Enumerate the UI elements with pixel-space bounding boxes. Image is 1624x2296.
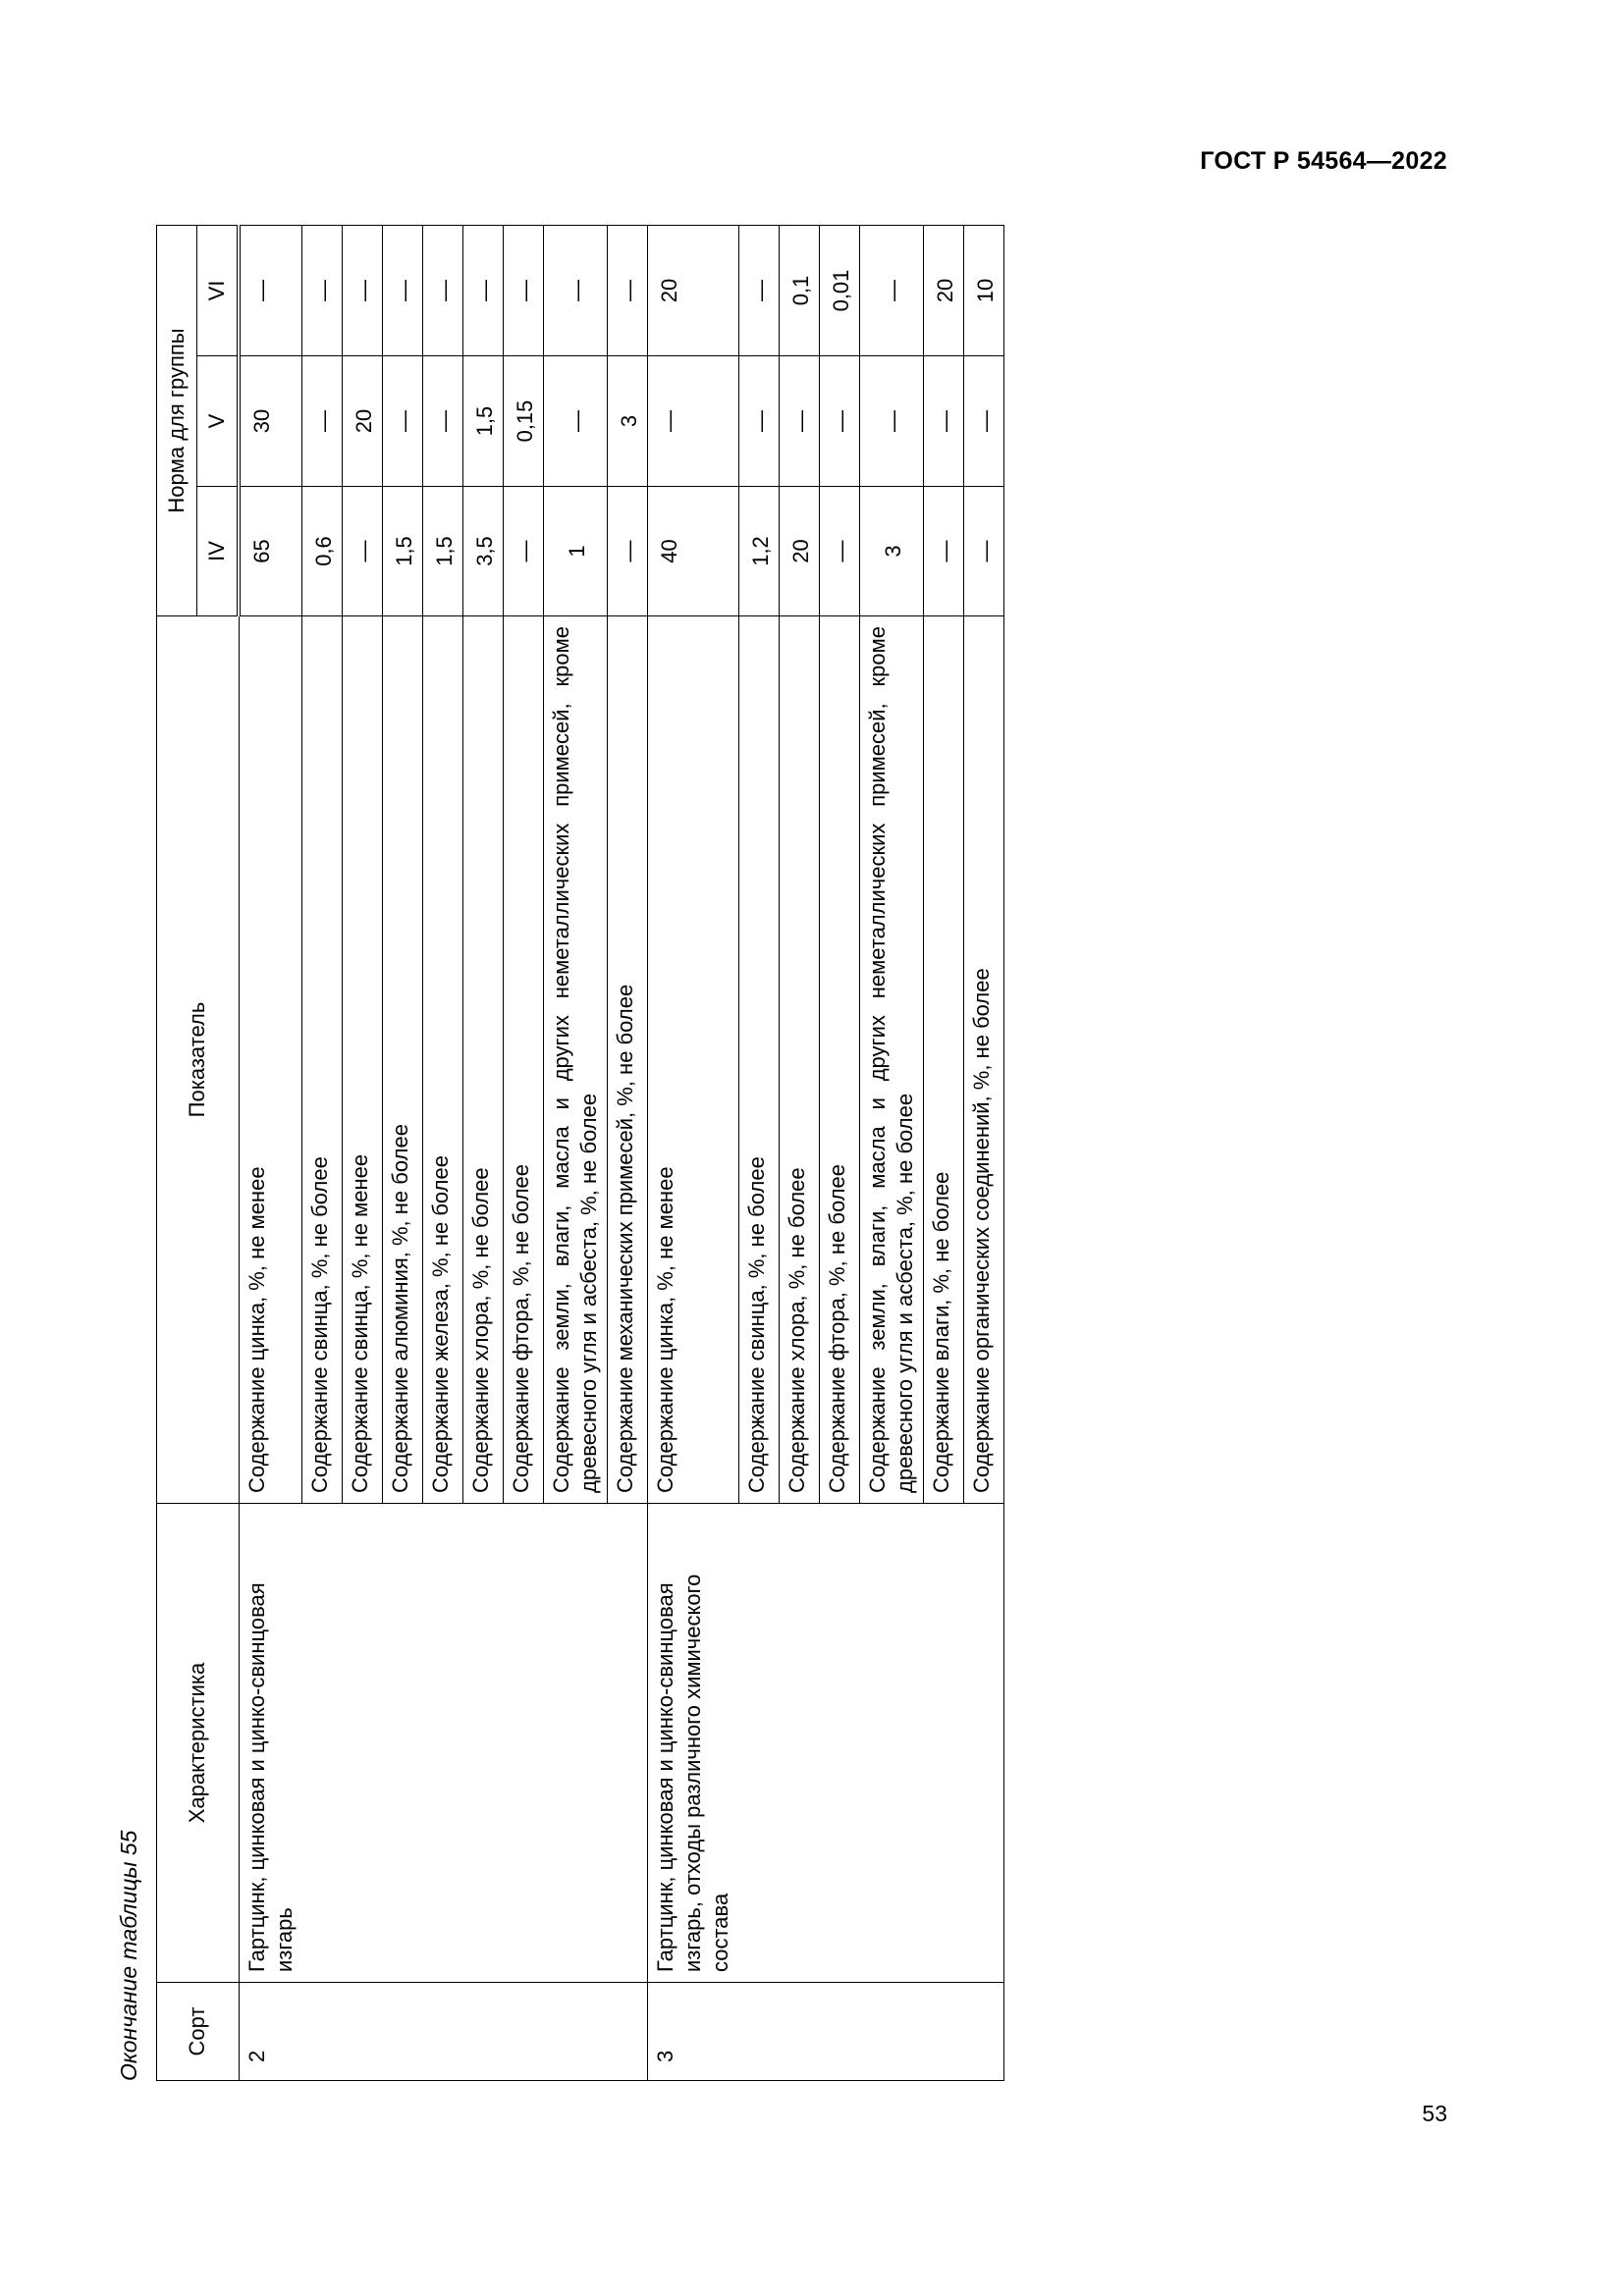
table-row [504,226,544,2081]
table-row [239,226,302,2081]
cell-indicator: Содержание земли, влаги, масла и других неметаллических примесей, кроме древесного угля и асбеста, %, не более [544,616,608,1504]
cell-value-vi: — [463,226,504,356]
cell-value-vi: 0,01 [819,226,859,356]
cell-sort [383,1983,423,2081]
header-group-vi: VI [197,226,240,356]
cell-characteristic [343,1504,383,1983]
cell-characteristic [504,1504,544,1983]
cell-value-vi: — [504,226,544,356]
cell-value-iv: 3 [859,487,923,616]
cell-value-iv: — [819,487,859,616]
cell-characteristic [738,1504,779,1983]
cell-sort [463,1983,504,2081]
cell-value-iv: 65 [239,487,302,616]
cell-value-iv: 1 [544,487,608,616]
table-row [302,226,343,2081]
cell-value-iv: — [923,487,963,616]
table-caption: Окончание таблицы 55 [116,1830,141,2081]
table-row [544,226,608,2081]
cell-sort: 2 [239,1983,302,2081]
cell-sort [819,1983,859,2081]
cell-characteristic [923,1504,963,1983]
cell-sort [923,1983,963,2081]
cell-indicator: Содержание цинка, %, не менее [239,616,302,1504]
cell-characteristic [963,1504,1003,1983]
cell-characteristic [383,1504,423,1983]
cell-value-vi: — [544,226,608,356]
cell-indicator: Содержание земли, влаги, масла и других неметаллических примесей, кроме древесного угля и асбеста, %, не более [859,616,923,1504]
cell-value-v: — [779,356,819,487]
cell-value-iv: 1,2 [738,487,779,616]
header-indicator: Показатель [157,616,240,1504]
table-row [923,226,963,2081]
cell-indicator: Содержание фтора, %, не более [504,616,544,1504]
cell-value-iv: 1,5 [383,487,423,616]
cell-indicator: Содержание фтора, %, не более [819,616,859,1504]
table-row [779,226,819,2081]
table-row [963,226,1003,2081]
cell-value-iv: 20 [779,487,819,616]
table-row [343,226,383,2081]
cell-value-v: — [859,356,923,487]
cell-value-v: — [648,356,739,487]
cell-sort [859,1983,923,2081]
cell-value-vi: — [608,226,648,356]
document-code: ГОСТ Р 54564—2022 [1200,147,1447,175]
rotated-table-block [114,226,1111,2081]
cell-value-vi: 20 [648,226,739,356]
cell-indicator: Содержание органических соединений, %, не более [963,616,1003,1504]
table-body [239,226,1003,2081]
cell-value-iv: 1,5 [423,487,463,616]
cell-value-vi: — [383,226,423,356]
header-group-v: V [197,356,240,487]
cell-indicator: Содержание цинка, %, не менее [648,616,739,1504]
cell-value-iv: 40 [648,487,739,616]
cell-sort [544,1983,608,2081]
cell-indicator: Содержание хлора, %, не более [779,616,819,1504]
cell-value-v: — [302,356,343,487]
cell-indicator: Содержание хлора, %, не более [463,616,504,1504]
cell-sort [738,1983,779,2081]
cell-characteristic [463,1504,504,1983]
cell-sort [343,1983,383,2081]
cell-indicator: Содержание влаги, %, не более [923,616,963,1504]
cell-value-v: 0,15 [504,356,544,487]
cell-sort [779,1983,819,2081]
cell-value-iv: — [963,487,1003,616]
cell-characteristic: Гартцинк, цинковая и цинко-свинцовая изгарь [239,1504,302,1983]
header-group-iv: IV [197,487,240,616]
cell-value-vi: 10 [963,226,1003,356]
cell-sort [423,1983,463,2081]
cell-sort [504,1983,544,2081]
cell-value-vi: — [343,226,383,356]
norms-table [156,225,1004,2081]
cell-value-v: 3 [608,356,648,487]
cell-indicator: Содержание свинца, %, не более [738,616,779,1504]
page-number: 53 [1422,2101,1447,2126]
cell-value-vi: 0,1 [779,226,819,356]
header-characteristic: Характеристика [157,1504,240,1983]
cell-value-vi: — [239,226,302,356]
cell-indicator: Содержание железа, %, не более [423,616,463,1504]
cell-value-v: 20 [343,356,383,487]
cell-indicator: Содержание механических примесей, %, не более [608,616,648,1504]
cell-indicator: Содержание свинца, %, не менее [343,616,383,1504]
table-row [859,226,923,2081]
table-row [738,226,779,2081]
cell-characteristic: Гартцинк, цинковая и цинко-свинцовая изгарь, отходы различного химического состава [648,1504,739,1983]
cell-value-vi: — [423,226,463,356]
cell-value-iv: 3,5 [463,487,504,616]
table-row [463,226,504,2081]
table-row [648,226,739,2081]
cell-value-v: — [923,356,963,487]
cell-value-iv: 0,6 [302,487,343,616]
cell-value-vi: 20 [923,226,963,356]
cell-value-v: 30 [239,356,302,487]
cell-value-v: — [423,356,463,487]
cell-value-vi: — [738,226,779,356]
cell-indicator: Содержание алюминия, %, не более [383,616,423,1504]
cell-characteristic [779,1504,819,1983]
cell-characteristic [608,1504,648,1983]
cell-value-v: — [383,356,423,487]
table-row [819,226,859,2081]
cell-indicator: Содержание свинца, %, не более [302,616,343,1504]
cell-value-v: — [819,356,859,487]
header-norm-group: Норма для группы [157,226,197,616]
table-row [423,226,463,2081]
table-row [608,226,648,2081]
cell-characteristic [544,1504,608,1983]
cell-sort [963,1983,1003,2081]
cell-characteristic [859,1504,923,1983]
cell-value-v: — [738,356,779,487]
cell-sort: 3 [648,1983,739,2081]
cell-characteristic [302,1504,343,1983]
cell-value-iv: — [504,487,544,616]
cell-sort [302,1983,343,2081]
cell-value-iv: — [608,487,648,616]
table-row [383,226,423,2081]
cell-value-v: — [544,356,608,487]
cell-value-vi: — [859,226,923,356]
cell-value-iv: — [343,487,383,616]
cell-sort [608,1983,648,2081]
cell-value-v: 1,5 [463,356,504,487]
cell-value-v: — [963,356,1003,487]
cell-characteristic [423,1504,463,1983]
header-sort: Сорт [157,1983,240,2081]
cell-value-vi: — [302,226,343,356]
cell-characteristic [819,1504,859,1983]
